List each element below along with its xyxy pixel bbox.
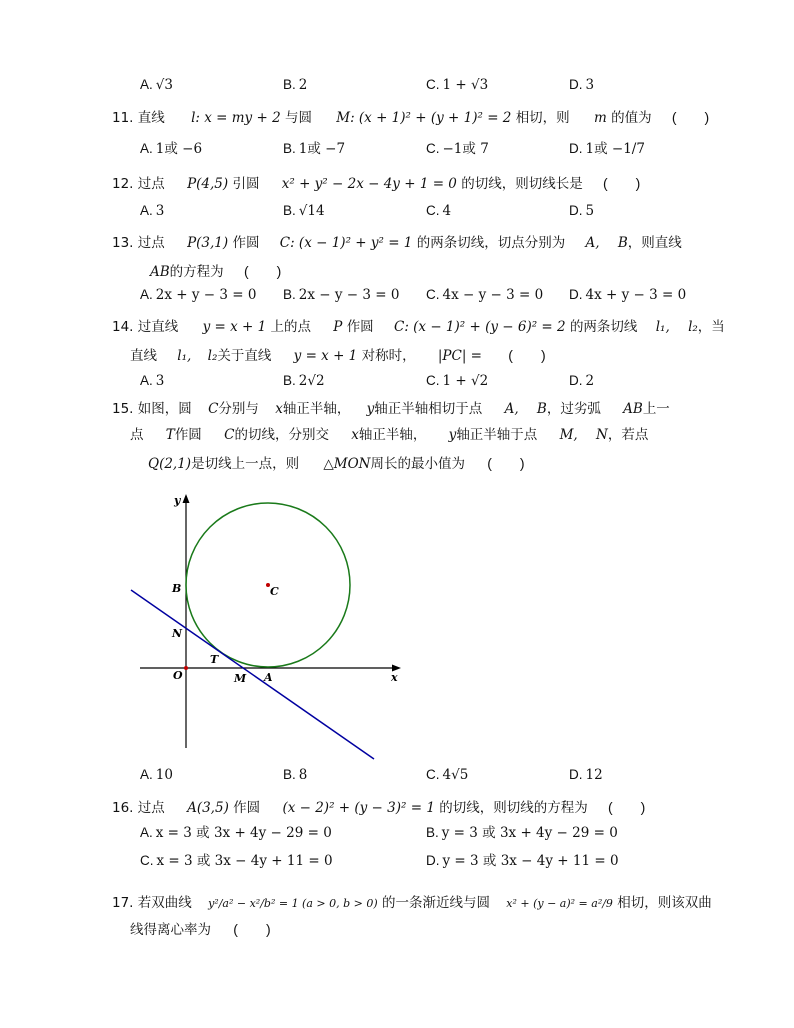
option-key: C.: [426, 141, 440, 156]
stem-text: 过直线: [137, 319, 179, 335]
q15-option-d: [569, 766, 603, 784]
option-value: 4x − y − 3 = 0: [442, 287, 544, 303]
stem-text: ，若点: [607, 427, 649, 443]
q12-option-b: [283, 202, 325, 220]
option-value: y = 3 或 3x + 4y − 29 = 0: [441, 825, 618, 841]
stem-math: (x − 2)² + (y − 3)² = 1: [282, 800, 435, 816]
stem-text: 是切线上一点，则: [191, 456, 300, 472]
label-a: A: [264, 671, 273, 684]
stem-text: 作圆: [232, 235, 260, 251]
stem-text: ，当: [697, 319, 725, 335]
stem-text: 分别与: [218, 401, 259, 417]
question-number: 17.: [112, 895, 134, 911]
q16-option-c: [140, 852, 333, 870]
option-key: A.: [140, 141, 153, 156]
option-key: C.: [140, 853, 154, 868]
stem-text: 轴正半轴，: [358, 427, 427, 443]
stem-math: B: [536, 401, 547, 417]
stem-text: 周长的最小值为: [370, 456, 465, 472]
option-key: B.: [283, 287, 296, 302]
option-value: 1 + √3: [442, 77, 489, 93]
label-c: C: [270, 585, 279, 598]
q15-option-c: [426, 766, 468, 784]
q12-option-d: [569, 202, 594, 220]
stem-math: T: [165, 427, 175, 443]
stem-text: 如图，圆: [137, 401, 192, 417]
q17-stem-line2: [130, 920, 271, 939]
stem-text: 相切，则该双曲: [617, 895, 712, 911]
option-key: C.: [426, 767, 440, 782]
q15-figure: [120, 490, 410, 765]
stem-text: 上一: [642, 401, 670, 417]
option-value: 8: [298, 767, 308, 783]
option-value: x = 3 或 3x + 4y − 29 = 0: [155, 825, 332, 841]
option-value: 2√2: [298, 373, 325, 389]
option-key: C.: [426, 287, 440, 302]
stem-math: |PC| =: [437, 348, 482, 364]
stem-math: M,: [559, 427, 578, 443]
label-b: B: [172, 582, 182, 595]
option-key: B.: [283, 77, 296, 92]
option-value: √3: [155, 77, 173, 93]
stem-math: x² + y² − 2x − 4y + 1 = 0: [281, 176, 457, 192]
label-t: T: [210, 653, 219, 666]
q13-stem-line2: [150, 262, 281, 281]
option-key: B.: [283, 203, 296, 218]
option-key: C.: [426, 77, 440, 92]
question-number: 11.: [112, 110, 134, 126]
stem-math: x: [275, 401, 283, 417]
stem-math: l₁,: [177, 348, 192, 364]
option-key: D.: [426, 853, 440, 868]
stem-text: 作圆: [346, 319, 374, 335]
option-key: D.: [569, 203, 583, 218]
stem-text: 的方程为: [169, 264, 224, 280]
answer-blank: ( ): [671, 109, 710, 125]
stem-math: AB: [623, 401, 643, 417]
option-value: 2: [298, 77, 308, 93]
q15-stem-line3: [148, 454, 525, 473]
stem-math: Q(2,1): [148, 456, 192, 472]
q16-stem: [112, 798, 645, 817]
question-number: 16.: [112, 800, 134, 816]
answer-blank: ( ): [233, 921, 271, 937]
stem-text: 的两条切线，切点分别为: [416, 235, 566, 251]
option-key: A.: [140, 77, 153, 92]
q10-option-b: [283, 76, 307, 94]
option-key: A.: [140, 373, 153, 388]
q13-option-b: [283, 286, 399, 304]
option-value: 3: [155, 373, 165, 389]
q13-stem: [112, 234, 682, 252]
stem-text: 作圆: [174, 427, 202, 443]
q14-option-b: [283, 372, 325, 390]
stem-text: 引圆: [232, 176, 260, 192]
q11-option-b: [283, 140, 345, 158]
q11-option-c: [426, 140, 489, 158]
option-value: 2x + y − 3 = 0: [155, 287, 257, 303]
stem-math: A,: [504, 401, 519, 417]
q13-option-a: [140, 286, 256, 304]
stem-text: 线得离心率为: [130, 922, 211, 938]
q14-stem: [112, 318, 725, 336]
option-key: A.: [140, 203, 153, 218]
option-value: −1或 7: [442, 141, 489, 157]
option-value: 4x + y − 3 = 0: [585, 287, 687, 303]
option-key: B.: [426, 825, 439, 840]
stem-math: P(3,1): [187, 235, 229, 251]
answer-blank: ( ): [603, 175, 641, 191]
option-value: 1或 −1/7: [585, 141, 645, 157]
stem-math: N: [596, 427, 608, 443]
stem-text: 过点: [137, 800, 165, 816]
stem-text: 关于直线: [217, 348, 272, 364]
option-key: D.: [569, 767, 583, 782]
stem-text: 的一条渐近线与圆: [381, 895, 490, 911]
stem-math: x: [351, 427, 359, 443]
option-key: A.: [140, 287, 153, 302]
label-x: x: [391, 671, 398, 684]
tangent-line: [131, 590, 374, 759]
q16-option-a: [140, 824, 332, 842]
q10-option-a: [140, 76, 173, 94]
q11-option-a: [140, 140, 202, 158]
option-key: A.: [140, 825, 153, 840]
option-value: 2: [585, 373, 595, 389]
q14-stem-line2: [130, 346, 546, 365]
label-o: O: [173, 669, 183, 682]
answer-blank: ( ): [508, 347, 546, 363]
stem-text: 对称时，: [361, 348, 416, 364]
label-n: N: [172, 627, 183, 640]
stem-math: A(3,5): [187, 800, 229, 816]
stem-text: ，则直线: [627, 235, 682, 251]
stem-math: A,: [585, 235, 600, 251]
stem-math: l₂: [688, 319, 698, 335]
option-key: C.: [426, 203, 440, 218]
stem-text: 点: [130, 427, 144, 443]
stem-math: C: [224, 427, 235, 443]
stem-text: 的值为: [611, 110, 652, 126]
q11-option-d: [569, 140, 645, 158]
question-number: 14.: [112, 319, 134, 335]
stem-math: l₂: [207, 348, 218, 364]
option-value: 3: [585, 77, 595, 93]
option-value: √14: [298, 203, 325, 219]
option-key: B.: [283, 373, 296, 388]
q14-option-c: [426, 372, 488, 390]
stem-math: B: [617, 235, 628, 251]
answer-blank: ( ): [243, 263, 282, 279]
stem-text: 的切线，则切线的方程为: [439, 800, 588, 816]
option-key: D.: [569, 287, 583, 302]
stem-math: C: (x − 1)² + (y − 6)² = 2: [393, 319, 566, 335]
stem-text: 的切线，则切线长是: [461, 176, 583, 192]
label-y: y: [174, 494, 181, 507]
q13-option-d: [569, 286, 686, 304]
option-value: 5: [585, 203, 595, 219]
option-value: 3: [155, 203, 165, 219]
q12-option-a: [140, 202, 164, 220]
stem-math: l: x = my + 2: [191, 110, 281, 126]
stem-text: 轴正半轴相切于点: [374, 401, 483, 417]
stem-text: 轴正半轴于点: [456, 427, 538, 443]
stem-math: y = x + 1: [202, 319, 267, 335]
q17-stem: [112, 894, 712, 913]
stem-text: ，过劣弧: [546, 401, 601, 417]
option-value: 1或 −6: [155, 141, 203, 157]
stem-math: △MON: [323, 456, 371, 472]
option-value: 12: [585, 767, 603, 783]
stem-math: P(4,5): [187, 176, 229, 192]
option-key: D.: [569, 77, 583, 92]
option-key: B.: [283, 767, 296, 782]
stem-text: 若双曲线: [137, 895, 192, 911]
stem-math: y = x + 1: [293, 348, 358, 364]
stem-text: 的切线，分别交: [234, 427, 329, 443]
q12-stem: [112, 174, 640, 193]
stem-math: y²/a² − x²/b² = 1 (a > 0, b > 0): [208, 897, 378, 910]
option-value: 4√5: [442, 767, 469, 783]
question-number: 12.: [112, 176, 134, 192]
stem-math: C: (x − 1)² + y² = 1: [279, 235, 413, 251]
stem-math: P: [333, 319, 343, 335]
stem-text: 的两条切线: [569, 319, 638, 335]
q14-option-d: [569, 372, 594, 390]
stem-text: 与圆: [284, 110, 312, 126]
stem-math: AB: [150, 264, 170, 280]
option-value: 1或 −7: [298, 141, 346, 157]
answer-blank: ( ): [608, 799, 646, 815]
stem-math: y: [366, 401, 375, 417]
y-axis-arrow: [183, 494, 190, 503]
stem-text: 作圆: [233, 800, 261, 816]
option-value: 2x − y − 3 = 0: [298, 287, 400, 303]
stem-math: C: [208, 401, 219, 417]
q14-option-a: [140, 372, 164, 390]
q10-option-c: [426, 76, 488, 94]
q15-option-b: [283, 766, 307, 784]
stem-text: 过点: [137, 235, 165, 251]
stem-math: M: (x + 1)² + (y + 1)² = 2: [336, 110, 512, 126]
stem-text: 轴正半轴，: [282, 401, 351, 417]
option-key: D.: [569, 373, 583, 388]
q15-stem-line2: [130, 426, 648, 444]
q16-option-d: [426, 852, 619, 870]
q16-option-b: [426, 824, 618, 842]
option-value: 10: [155, 767, 173, 783]
option-value: y = 3 或 3x − 4y + 11 = 0: [442, 853, 619, 869]
answer-blank: ( ): [487, 455, 525, 471]
stem-math: l₁,: [655, 319, 670, 335]
q11-stem: [112, 108, 709, 127]
q15-stem: [112, 400, 670, 418]
stem-text: 直线: [137, 110, 165, 126]
option-key: D.: [569, 141, 583, 156]
option-value: 1 + √2: [442, 373, 489, 389]
label-m: M: [234, 672, 247, 685]
origin-point: [184, 666, 188, 670]
stem-math: m: [593, 110, 607, 126]
option-key: A.: [140, 767, 153, 782]
stem-text: 直线: [130, 348, 157, 364]
question-number: 15.: [112, 401, 134, 417]
q10-option-d: [569, 76, 594, 94]
q15-option-a: [140, 766, 173, 784]
stem-math: y: [448, 427, 457, 443]
option-key: C.: [426, 373, 440, 388]
stem-text: 相切，则: [515, 110, 570, 126]
stem-math: x² + (y − a)² = a²/9: [506, 897, 613, 910]
option-value: x = 3 或 3x − 4y + 11 = 0: [156, 853, 333, 869]
q12-option-c: [426, 202, 451, 220]
option-value: 4: [442, 203, 452, 219]
option-key: B.: [283, 141, 296, 156]
q13-option-c: [426, 286, 543, 304]
stem-text: 上的点: [270, 319, 311, 335]
stem-text: 过点: [137, 176, 165, 192]
question-number: 13.: [112, 235, 134, 251]
